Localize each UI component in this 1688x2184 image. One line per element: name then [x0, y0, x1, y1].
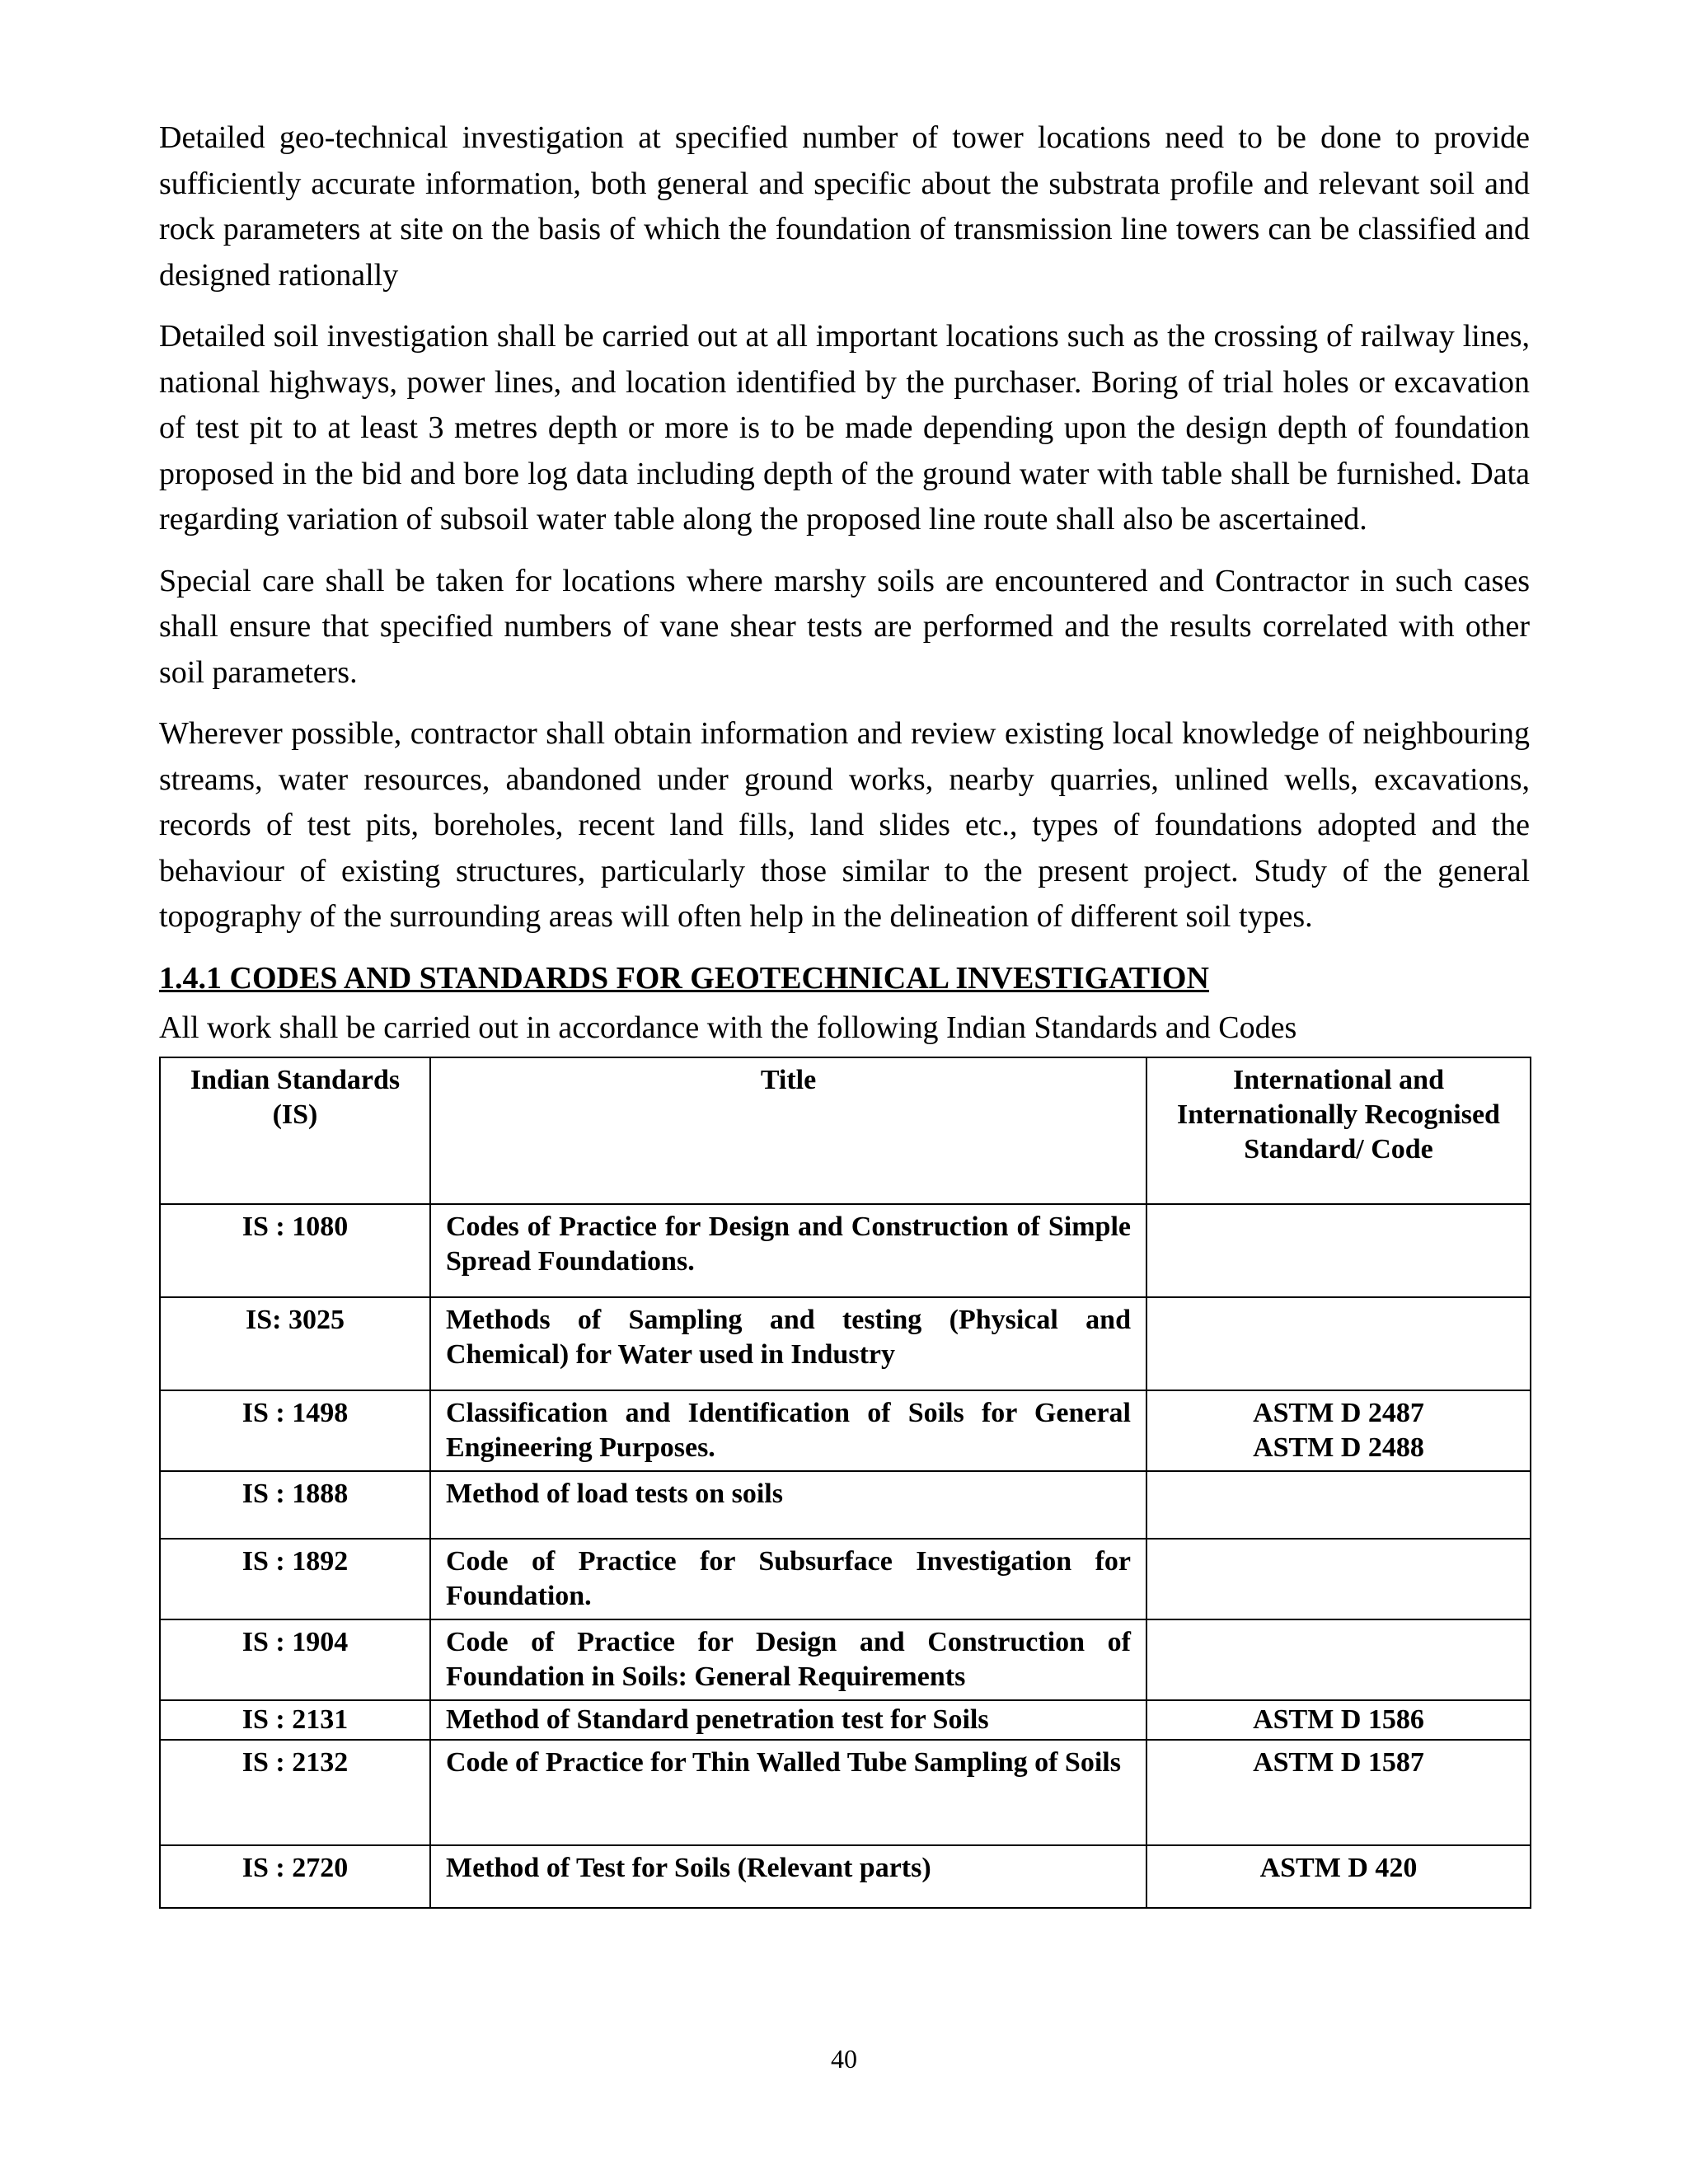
row-code: IS : 1904: [160, 1619, 430, 1700]
row-intl: [1146, 1619, 1531, 1700]
row-intl: [1146, 1539, 1531, 1619]
intl-code: ASTM D 420: [1259, 1852, 1418, 1883]
row-code: IS : 1888: [160, 1471, 430, 1539]
table-row: [160, 1700, 1531, 1740]
intl-code: ASTM D 1587: [1253, 1746, 1424, 1778]
section-intro: All work shall be carried out in accordance with the following Indian Standards and Codes: [159, 1010, 1297, 1045]
row-title: Method of Test for Soils (Relevant parts): [430, 1845, 1146, 1908]
row-title: Methods of Sampling and testing (Physical and Chemical) for Water used in Industry: [430, 1297, 1146, 1390]
row-intl: [1146, 1740, 1531, 1845]
intl-code: ASTM D 2487: [1253, 1397, 1424, 1428]
header-international: International and Internationally Recognised Standard/ Code: [1146, 1057, 1531, 1204]
table-row: [160, 1740, 1531, 1845]
paragraph-local-knowledge: Wherever possible, contractor shall obtain information and review existing local knowledge of neighbouring streams, water resources, abandoned under ground works, nearby quarries, unlined wells, excavations, records of test pits, boreholes, recent land fills, land slides etc., types of foundations adopted and the behaviour of existing structures, particularly those similar to the present project. Study of the general topography of the surrounding areas will often help in the delineation of different soil types.: [159, 716, 1530, 934]
table-header-row: [160, 1057, 1531, 1204]
row-title: Code of Practice for Thin Walled Tube Sampling of Soils: [430, 1740, 1146, 1845]
row-title: Method of load tests on soils: [430, 1471, 1146, 1539]
row-code: IS : 1892: [160, 1539, 430, 1619]
row-title: Code of Practice for Subsurface Investigation for Foundation.: [430, 1539, 1146, 1619]
row-code: IS : 2132: [160, 1740, 430, 1845]
table-row: [160, 1471, 1531, 1539]
section-heading: 1.4.1 CODES AND STANDARDS FOR GEOTECHNICAL INVESTIGATION: [159, 960, 1209, 996]
row-intl: [1146, 1700, 1531, 1740]
document-page: [159, 115, 1530, 1909]
row-intl: [1146, 1845, 1531, 1908]
row-intl: [1146, 1471, 1531, 1539]
table-row: [160, 1297, 1531, 1390]
header-title: Title: [430, 1057, 1146, 1204]
intl-code: ASTM D 1586: [1253, 1704, 1424, 1735]
row-title: Classification and Identification of Soils for General Engineering Purposes.: [430, 1390, 1146, 1471]
row-code: IS: 3025: [160, 1297, 430, 1390]
row-intl: [1146, 1390, 1531, 1471]
row-intl: [1146, 1204, 1531, 1297]
paragraph-marshy-soils: Special care shall be taken for locations where marshy soils are encountered and Contractor in such cases shall ensure that specified numbers of vane shear tests are performed and the results correlated with other soil parameters.: [159, 563, 1530, 690]
row-code: IS : 2131: [160, 1700, 430, 1740]
table-row: [160, 1390, 1531, 1471]
row-code: IS : 2720: [160, 1845, 430, 1908]
header-indian-standards: Indian Standards (IS): [160, 1057, 430, 1204]
row-code: IS : 1080: [160, 1204, 430, 1297]
row-code: IS : 1498: [160, 1390, 430, 1471]
row-title: Method of Standard penetration test for Soils: [430, 1700, 1146, 1740]
row-intl: [1146, 1297, 1531, 1390]
intl-code: ASTM D 2488: [1253, 1432, 1424, 1463]
paragraph-geotechnical-investigation: Detailed geo-technical investigation at specified number of tower locations need to be done to provide sufficiently accurate information, both general and specific about the substrata profile and relevant soil and rock parameters at site on the basis of which the foundation of transmission line towers can be classified and designed rationally: [159, 120, 1530, 293]
row-title: Codes of Practice for Design and Construction of Simple Spread Foundations.: [430, 1204, 1146, 1297]
page-number: 40: [831, 2044, 857, 2074]
row-title: Code of Practice for Design and Construction of Foundation in Soils: General Requirements: [430, 1619, 1146, 1700]
standards-table: [159, 1057, 1531, 1909]
table-row: [160, 1619, 1531, 1700]
paragraph-soil-investigation: Detailed soil investigation shall be carried out at all important locations such as the crossing of railway lines, national highways, power lines, and location identified by the purchaser. Boring of trial holes or excavation of test pit to at least 3 metres depth or more is to be made depending upon the design depth of foundation proposed in the bid and bore log data including depth of the ground water with table shall be furnished. Data regarding variation of subsoil water table along the proposed line route shall also be ascertained.: [159, 319, 1530, 537]
table-row: [160, 1845, 1531, 1908]
table-row: [160, 1204, 1531, 1297]
table-row: [160, 1539, 1531, 1619]
